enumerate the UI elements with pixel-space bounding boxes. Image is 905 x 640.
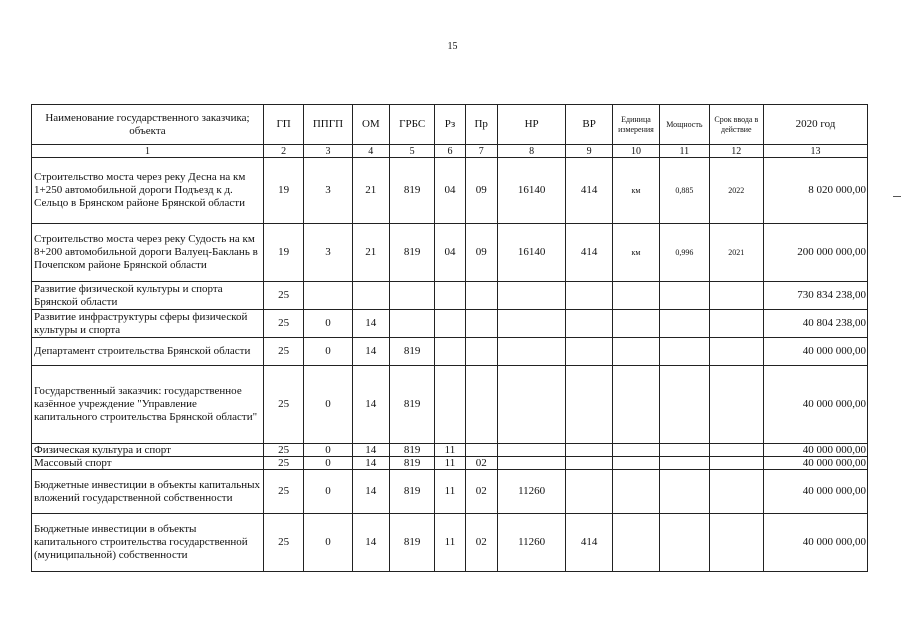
cell-unit [612, 366, 659, 444]
cell-rz: 11 [435, 457, 465, 470]
column-number: 10 [612, 145, 659, 158]
cell-om: 14 [352, 457, 389, 470]
cell-nr: 11260 [497, 514, 566, 572]
cell-om: 14 [352, 444, 389, 457]
column-number: 1 [32, 145, 264, 158]
cell-commissioning [709, 282, 763, 310]
cell-pr: 02 [465, 457, 497, 470]
cell-rz [435, 282, 465, 310]
cell-unit [612, 282, 659, 310]
cell-vr [566, 282, 612, 310]
cell-name: Бюджетные инвестиции в объекты капитального строительства государственной (муниципальной) собственности [32, 514, 264, 572]
cell-name: Развитие инфраструктуры сферы физической культуры и спорта [32, 310, 264, 338]
cell-name: Массовый спорт [32, 457, 264, 470]
header-cell-gp: ГП [263, 105, 303, 145]
cell-unit [612, 514, 659, 572]
cell-amount: 8 020 000,00 [764, 158, 868, 224]
column-number: 13 [764, 145, 868, 158]
cell-amount: 40 000 000,00 [764, 457, 868, 470]
column-number: 9 [566, 145, 612, 158]
cell-gp: 25 [263, 338, 303, 366]
cell-pr: 02 [465, 470, 497, 514]
cell-commissioning [709, 457, 763, 470]
cell-ppgp: 0 [304, 338, 352, 366]
cell-name: Развитие физической культуры и спорта Брянской области [32, 282, 264, 310]
cell-grbs: 819 [389, 514, 434, 572]
cell-capacity [660, 310, 709, 338]
cell-grbs: 819 [389, 338, 434, 366]
cell-gp: 25 [263, 514, 303, 572]
page-number: 15 [447, 41, 458, 52]
cell-om [352, 282, 389, 310]
cell-pr [465, 366, 497, 444]
cell-nr [497, 338, 566, 366]
cell-pr: 02 [465, 514, 497, 572]
cell-name: Бюджетные инвестиции в объекты капитальных вложений государственной собственности [32, 470, 264, 514]
column-number: 4 [352, 145, 389, 158]
cell-om: 14 [352, 470, 389, 514]
header-cell-nr: НР [497, 105, 566, 145]
column-number: 6 [435, 145, 465, 158]
cell-capacity [660, 470, 709, 514]
cell-commissioning [709, 444, 763, 457]
column-number: 2 [263, 145, 303, 158]
cell-capacity: 0,885 [660, 158, 709, 224]
cell-vr [566, 338, 612, 366]
cell-commissioning [709, 514, 763, 572]
cell-nr [497, 310, 566, 338]
cell-amount: 40 000 000,00 [764, 366, 868, 444]
cell-om: 14 [352, 338, 389, 366]
cell-amount: 200 000 000,00 [764, 224, 868, 282]
cell-nr [497, 457, 566, 470]
cell-name: Строительство моста через реку Судость на км 8+200 автомобильной дороги Валуец-Баклань в Почепском районе Брянской области [32, 224, 264, 282]
cell-unit: км [612, 158, 659, 224]
cell-commissioning [709, 310, 763, 338]
cell-grbs [389, 310, 434, 338]
cell-rz: 04 [435, 224, 465, 282]
cell-rz [435, 338, 465, 366]
header-cell-pr: Пр [465, 105, 497, 145]
header-cell-capacity: Мощность [660, 105, 709, 145]
cell-pr [465, 338, 497, 366]
cell-unit [612, 470, 659, 514]
cell-grbs: 819 [389, 224, 434, 282]
table-row [32, 282, 868, 310]
cell-name: Строительство моста через реку Десна на км 1+250 автомобильной дороги Подъезд к д. Сельцо в Брянском районе Брянской области [32, 158, 264, 224]
cell-capacity: 0,996 [660, 224, 709, 282]
column-number: 5 [389, 145, 434, 158]
cell-rz: 11 [435, 444, 465, 457]
cell-capacity [660, 444, 709, 457]
scan-edge-mark [893, 196, 901, 197]
table-row [32, 470, 868, 514]
table-row [32, 366, 868, 444]
cell-grbs: 819 [389, 444, 434, 457]
header-row [32, 105, 868, 145]
cell-name: Департамент строительства Брянской области [32, 338, 264, 366]
cell-nr [497, 444, 566, 457]
cell-grbs: 819 [389, 457, 434, 470]
cell-ppgp: 3 [304, 224, 352, 282]
cell-unit [612, 310, 659, 338]
cell-amount: 40 804 238,00 [764, 310, 868, 338]
header-cell-grbs: ГРБС [389, 105, 434, 145]
cell-ppgp: 0 [304, 470, 352, 514]
cell-grbs: 819 [389, 366, 434, 444]
cell-nr [497, 282, 566, 310]
cell-unit [612, 444, 659, 457]
cell-commissioning: 2022 [709, 158, 763, 224]
cell-ppgp: 0 [304, 444, 352, 457]
cell-pr [465, 444, 497, 457]
cell-gp: 25 [263, 457, 303, 470]
table-row [32, 224, 868, 282]
column-number-row [32, 145, 868, 158]
table-row [32, 457, 868, 470]
cell-pr [465, 310, 497, 338]
cell-gp: 25 [263, 444, 303, 457]
cell-name: Государственный заказчик: государственное казённое учреждение "Управление капитального строительства Брянской области" [32, 366, 264, 444]
cell-nr: 16140 [497, 224, 566, 282]
cell-gp: 25 [263, 310, 303, 338]
cell-rz [435, 366, 465, 444]
cell-vr [566, 457, 612, 470]
cell-grbs: 819 [389, 470, 434, 514]
column-number: 8 [497, 145, 566, 158]
cell-grbs [389, 282, 434, 310]
header-cell-ppgp: ППГП [304, 105, 352, 145]
cell-nr: 16140 [497, 158, 566, 224]
cell-pr: 09 [465, 158, 497, 224]
cell-rz: 04 [435, 158, 465, 224]
cell-gp: 19 [263, 224, 303, 282]
cell-ppgp [304, 282, 352, 310]
cell-unit [612, 457, 659, 470]
header-cell-rz: Рз [435, 105, 465, 145]
cell-amount: 40 000 000,00 [764, 338, 868, 366]
table-row [32, 338, 868, 366]
cell-capacity [660, 338, 709, 366]
cell-om: 21 [352, 224, 389, 282]
cell-gp: 25 [263, 282, 303, 310]
header-cell-year-2020: 2020 год [764, 105, 868, 145]
cell-amount: 40 000 000,00 [764, 514, 868, 572]
column-number: 11 [660, 145, 709, 158]
header-cell-commissioning: Срок ввода в действие [709, 105, 763, 145]
cell-vr [566, 444, 612, 457]
cell-grbs: 819 [389, 158, 434, 224]
cell-vr: 414 [566, 224, 612, 282]
column-number: 3 [304, 145, 352, 158]
table-row [32, 158, 868, 224]
cell-ppgp: 0 [304, 457, 352, 470]
cell-rz: 11 [435, 470, 465, 514]
table-row [32, 444, 868, 457]
cell-capacity [660, 282, 709, 310]
column-number: 12 [709, 145, 763, 158]
cell-om: 21 [352, 158, 389, 224]
header-cell-name: Наименование государственного заказчика; объекта [32, 105, 264, 145]
cell-ppgp: 0 [304, 366, 352, 444]
cell-name: Физическая культура и спорт [32, 444, 264, 457]
cell-nr [497, 366, 566, 444]
table-row [32, 514, 868, 572]
cell-ppgp: 0 [304, 310, 352, 338]
cell-om: 14 [352, 366, 389, 444]
cell-pr: 09 [465, 224, 497, 282]
cell-rz: 11 [435, 514, 465, 572]
cell-unit: км [612, 224, 659, 282]
budget-table [31, 104, 868, 572]
cell-commissioning [709, 470, 763, 514]
cell-pr [465, 282, 497, 310]
cell-capacity [660, 366, 709, 444]
cell-amount: 40 000 000,00 [764, 470, 868, 514]
cell-om: 14 [352, 514, 389, 572]
cell-vr [566, 366, 612, 444]
cell-commissioning [709, 338, 763, 366]
cell-nr: 11260 [497, 470, 566, 514]
cell-vr [566, 470, 612, 514]
cell-gp: 25 [263, 366, 303, 444]
header-cell-unit: Единица измерения [612, 105, 659, 145]
cell-gp: 25 [263, 470, 303, 514]
cell-gp: 19 [263, 158, 303, 224]
cell-commissioning [709, 366, 763, 444]
cell-capacity [660, 457, 709, 470]
cell-vr [566, 310, 612, 338]
cell-vr: 414 [566, 514, 612, 572]
cell-commissioning: 2021 [709, 224, 763, 282]
cell-vr: 414 [566, 158, 612, 224]
table-row [32, 310, 868, 338]
cell-ppgp: 3 [304, 158, 352, 224]
cell-rz [435, 310, 465, 338]
cell-capacity [660, 514, 709, 572]
column-number: 7 [465, 145, 497, 158]
header-cell-om: ОМ [352, 105, 389, 145]
header-cell-vr: ВР [566, 105, 612, 145]
cell-amount: 40 000 000,00 [764, 444, 868, 457]
cell-unit [612, 338, 659, 366]
cell-ppgp: 0 [304, 514, 352, 572]
cell-om: 14 [352, 310, 389, 338]
cell-amount: 730 834 238,00 [764, 282, 868, 310]
